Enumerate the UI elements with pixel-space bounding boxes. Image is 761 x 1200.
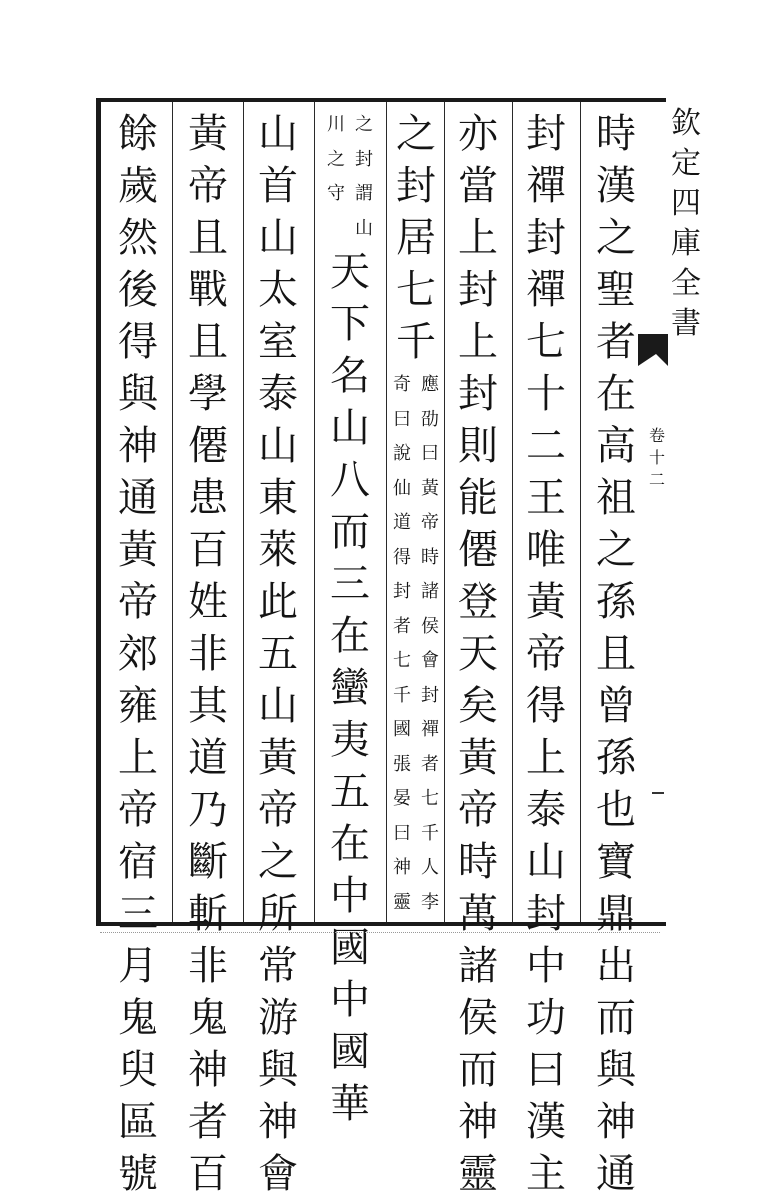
bottom-edge-dots [100, 932, 660, 937]
note-char: 曰 [393, 822, 411, 844]
char: 戰 [188, 267, 228, 313]
note-char: 封 [421, 684, 439, 706]
char: 三 [118, 891, 158, 937]
annotation-line-right [418, 368, 442, 920]
note-char: 山 [355, 217, 373, 239]
char: 下 [330, 301, 370, 347]
text-column-2 [518, 108, 574, 1197]
column-rule [172, 102, 173, 922]
note-char: 帝 [421, 512, 439, 533]
char: 七 [526, 319, 566, 365]
note-char: 曰 [421, 443, 439, 464]
char: 得 [526, 683, 566, 729]
char: 中 [330, 977, 370, 1023]
char: 曾 [596, 683, 636, 729]
char: 當 [458, 163, 498, 209]
note-char: 者 [421, 753, 439, 775]
char: 華 [330, 1081, 370, 1127]
note-char: 七 [421, 788, 439, 809]
title-char: 定 [671, 146, 701, 181]
char: 室 [258, 319, 298, 365]
char: 然 [118, 215, 158, 261]
column-rule [314, 102, 315, 922]
char: 雍 [118, 683, 158, 729]
juan-char: 二 [648, 470, 665, 489]
annotation-line-right [352, 108, 376, 246]
char: 萬 [458, 891, 498, 937]
char: 中 [330, 873, 370, 919]
char: 高 [596, 423, 636, 469]
column-rule [444, 102, 445, 922]
note-char: 守 [327, 183, 345, 204]
note-char: 諸 [421, 581, 439, 602]
char: 禪 [526, 163, 566, 209]
title-char: 庫 [671, 226, 701, 261]
char: 而 [458, 1047, 498, 1093]
char: 孫 [596, 579, 636, 625]
note-char: 者 [393, 615, 411, 637]
char: 五 [330, 769, 370, 815]
char: 三 [330, 561, 370, 607]
char: 八 [330, 457, 370, 503]
char: 山 [258, 111, 298, 157]
note-char: 封 [355, 148, 373, 170]
char: 矣 [458, 683, 498, 729]
char: 黃 [258, 735, 298, 781]
note-char: 謂 [355, 183, 373, 204]
char: 神 [188, 1047, 228, 1093]
note-char: 李 [421, 891, 439, 913]
note-char: 晏 [393, 788, 411, 809]
note-char: 之 [355, 114, 373, 135]
char: 黃 [118, 527, 158, 573]
char: 者 [596, 319, 636, 365]
char: 帝 [458, 787, 498, 833]
title-char: 四 [671, 186, 701, 221]
char: 黃 [526, 579, 566, 625]
char: 天 [458, 631, 498, 677]
char: 帝 [188, 163, 228, 209]
char: 鬼 [118, 995, 158, 1041]
note-char: 奇 [393, 374, 411, 395]
juan-char: 卷 [648, 426, 665, 445]
text-column-1 [588, 108, 644, 1197]
char: 山 [258, 423, 298, 469]
text-column-3 [450, 108, 506, 1197]
char: 與 [118, 371, 158, 417]
note-char: 黃 [421, 477, 439, 499]
char: 帝 [118, 787, 158, 833]
char: 則 [458, 423, 498, 469]
char: 所 [258, 891, 298, 937]
char: 聖 [596, 267, 636, 313]
char: 曰 [526, 1047, 566, 1093]
char: 中 [526, 943, 566, 989]
char: 太 [258, 267, 298, 313]
char: 郊 [118, 631, 158, 677]
char: 且 [188, 215, 228, 261]
char: 名 [330, 353, 370, 399]
char: 宿 [118, 839, 158, 885]
char: 封 [396, 163, 436, 209]
char: 乃 [188, 787, 228, 833]
title-char: 書 [671, 306, 701, 341]
note-char: 禪 [421, 719, 439, 740]
note-char: 川 [327, 114, 345, 135]
char: 者 [188, 1099, 228, 1145]
text-column-8 [110, 108, 166, 1197]
char: 上 [118, 735, 158, 781]
char: 在 [596, 371, 636, 417]
char: 能 [458, 475, 498, 521]
char: 夷 [330, 717, 370, 763]
char: 之 [596, 527, 636, 573]
char: 上 [526, 735, 566, 781]
char: 山 [330, 405, 370, 451]
char: 臾 [118, 1047, 158, 1093]
char: 姓 [188, 579, 228, 625]
juan-char: 十 [648, 448, 665, 467]
char: 得 [118, 319, 158, 365]
column-rule [243, 102, 244, 922]
fish-tail-mark-icon [636, 330, 670, 370]
char: 號 [118, 1151, 158, 1197]
char: 學 [188, 371, 228, 417]
char: 帝 [118, 579, 158, 625]
char: 居 [396, 215, 436, 261]
char: 祖 [596, 475, 636, 521]
note-char: 曰 [393, 408, 411, 430]
char: 之 [396, 111, 436, 157]
char: 非 [188, 943, 228, 989]
char: 侯 [458, 995, 498, 1041]
char: 道 [188, 735, 228, 781]
char: 在 [330, 613, 370, 659]
char: 時 [596, 111, 636, 157]
note-char: 會 [421, 650, 439, 671]
char: 且 [596, 631, 636, 677]
char: 而 [330, 509, 370, 555]
char: 黃 [458, 735, 498, 781]
char: 游 [258, 995, 298, 1041]
char: 封 [458, 267, 498, 313]
char: 僊 [188, 423, 228, 469]
note-char: 千 [421, 822, 439, 844]
char: 靈 [458, 1151, 498, 1197]
char: 鼎 [596, 891, 636, 937]
char: 唯 [526, 527, 566, 573]
note-char: 應 [421, 374, 439, 395]
char: 封 [458, 371, 498, 417]
char: 上 [458, 319, 498, 365]
char: 患 [188, 475, 228, 521]
annotation-line-left [324, 108, 348, 246]
note-char: 靈 [393, 891, 411, 913]
char: 漢 [596, 163, 636, 209]
char: 會 [258, 1151, 298, 1197]
char: 也 [596, 787, 636, 833]
char: 封 [526, 891, 566, 937]
char: 諸 [458, 943, 498, 989]
note-char: 千 [393, 684, 411, 706]
note-char: 七 [393, 650, 411, 671]
char: 在 [330, 821, 370, 867]
char: 之 [258, 839, 298, 885]
char: 寶 [596, 839, 636, 885]
char: 封 [526, 215, 566, 261]
char: 五 [258, 631, 298, 677]
margin-book-title [666, 104, 706, 344]
char: 此 [258, 579, 298, 625]
char: 神 [118, 423, 158, 469]
char: 通 [596, 1151, 636, 1197]
char: 神 [596, 1099, 636, 1145]
note-char: 之 [327, 148, 345, 170]
annotation-line-left [390, 368, 414, 920]
note-char: 國 [393, 719, 411, 740]
char: 登 [458, 579, 498, 625]
char: 亦 [458, 111, 498, 157]
note-char: 人 [421, 857, 439, 878]
note-char: 道 [393, 512, 411, 533]
text-column-7 [180, 108, 236, 1197]
char: 千 [396, 319, 436, 365]
juan-number [646, 425, 668, 491]
char: 神 [258, 1099, 298, 1145]
char: 帝 [526, 631, 566, 677]
text-column-6 [250, 108, 306, 1197]
char: 斷 [188, 839, 228, 885]
char: 常 [258, 943, 298, 989]
char: 時 [458, 839, 498, 885]
char: 百 [188, 527, 228, 573]
annotation [390, 368, 442, 920]
char: 且 [188, 319, 228, 365]
note-char: 得 [393, 546, 411, 568]
char: 百 [188, 1151, 228, 1197]
char: 禪 [526, 267, 566, 313]
column-rule [580, 102, 581, 922]
char: 漢 [526, 1099, 566, 1145]
char: 月 [118, 943, 158, 989]
char: 黃 [188, 111, 228, 157]
column-rule [512, 102, 513, 922]
char: 山 [526, 839, 566, 885]
note-char: 封 [393, 581, 411, 602]
char: 泰 [258, 371, 298, 417]
char: 神 [458, 1099, 498, 1145]
char: 出 [596, 943, 636, 989]
char: 僊 [458, 527, 498, 573]
note-char: 神 [393, 857, 411, 878]
char: 封 [526, 111, 566, 157]
note-char: 劭 [421, 408, 439, 430]
char: 歲 [118, 163, 158, 209]
char: 國 [330, 925, 370, 971]
char: 蠻 [330, 665, 370, 711]
title-char: 欽 [671, 106, 701, 141]
char: 其 [188, 683, 228, 729]
char: 山 [258, 215, 298, 261]
char: 斬 [188, 891, 228, 937]
char: 王 [526, 475, 566, 521]
char: 與 [258, 1047, 298, 1093]
char: 東 [258, 475, 298, 521]
char: 孫 [596, 735, 636, 781]
text-column-5 [320, 108, 380, 1127]
note-char: 時 [421, 546, 439, 568]
char: 上 [458, 215, 498, 261]
char: 後 [118, 267, 158, 313]
char: 非 [188, 631, 228, 677]
char: 而 [596, 995, 636, 1041]
note-char: 說 [393, 443, 411, 464]
title-char: 全 [671, 266, 701, 301]
margin-tick [652, 792, 664, 794]
char: 泰 [526, 787, 566, 833]
char: 十 [526, 371, 566, 417]
char: 與 [596, 1047, 636, 1093]
char: 功 [526, 995, 566, 1041]
char: 二 [526, 423, 566, 469]
char: 區 [118, 1099, 158, 1145]
char: 帝 [258, 787, 298, 833]
text-column-4 [389, 108, 443, 918]
column-rule [386, 102, 387, 922]
char: 山 [258, 683, 298, 729]
annotation [324, 108, 376, 246]
note-char: 仙 [393, 477, 411, 499]
char: 主 [526, 1151, 566, 1197]
char: 首 [258, 163, 298, 209]
char: 萊 [258, 527, 298, 573]
char: 餘 [118, 111, 158, 157]
char: 之 [596, 215, 636, 261]
char: 七 [396, 267, 436, 313]
char: 通 [118, 475, 158, 521]
char: 鬼 [188, 995, 228, 1041]
note-char: 侯 [421, 615, 439, 637]
note-char: 張 [393, 753, 411, 775]
char: 國 [330, 1029, 370, 1075]
char: 天 [330, 249, 370, 295]
